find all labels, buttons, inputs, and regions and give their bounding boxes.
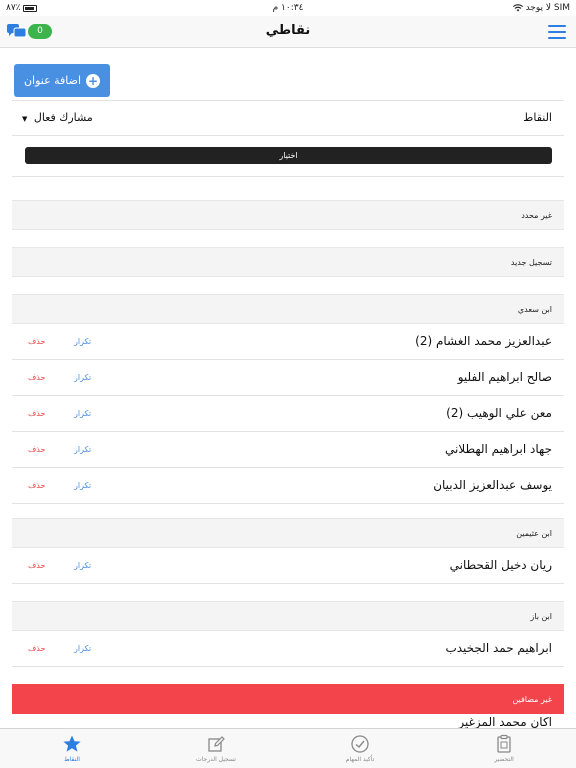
student-name: ريان دخيل القحطاني — [449, 558, 552, 572]
student-name: جهاد ابراهيم الهطلاني — [444, 442, 552, 456]
table-row — [12, 631, 564, 667]
edit-icon — [206, 734, 226, 754]
divider — [12, 176, 564, 177]
delete-link[interactable]: حذف — [28, 481, 46, 490]
repeat-link[interactable]: تكرار — [74, 481, 92, 490]
points-filter-row — [12, 101, 564, 135]
add-title-button[interactable] — [14, 64, 110, 97]
delete-link[interactable]: حذف — [28, 409, 46, 418]
tab-label: تأكيد المهام — [345, 756, 375, 763]
hamburger-line — [548, 31, 566, 33]
student-name: معن علي الوهيب (2) — [446, 406, 552, 420]
carrier-info — [513, 3, 570, 13]
page-title: نقاطي — [265, 23, 311, 38]
repeat-link[interactable]: تكرار — [74, 337, 92, 346]
status-dropdown[interactable] — [22, 111, 93, 124]
tab-record-grades[interactable] — [144, 729, 288, 768]
table-row — [12, 360, 564, 396]
tab-confirm-tasks[interactable] — [288, 729, 432, 768]
menu-button[interactable] — [548, 25, 566, 39]
section-header-not-added: غير مضافين — [12, 684, 564, 714]
checkmark-icon — [350, 734, 370, 754]
status-bar — [0, 0, 576, 16]
divider — [12, 135, 564, 136]
tab-label: النقاط — [64, 756, 80, 763]
wifi-icon — [513, 4, 523, 12]
student-name: ابراهيم حمد الجخيدب — [445, 641, 552, 655]
tab-label: التحضير — [494, 756, 514, 763]
section-header-new-registration: تسجيل جديد — [12, 247, 564, 277]
student-name: يوسف عبدالعزيز الدبيان — [433, 478, 552, 492]
table-row — [12, 396, 564, 432]
tab-bar — [0, 728, 576, 768]
delete-link[interactable]: حذف — [28, 644, 46, 653]
hamburger-line — [548, 37, 566, 39]
table-row — [12, 548, 564, 584]
repeat-link[interactable]: تكرار — [74, 373, 92, 382]
points-label: النقاط — [523, 111, 552, 124]
hamburger-line — [548, 25, 566, 27]
plus-circle-icon: + — [88, 73, 99, 88]
clipboard-icon — [494, 734, 514, 754]
tab-attendance[interactable] — [432, 729, 576, 768]
delete-link[interactable]: حذف — [28, 337, 46, 346]
repeat-link[interactable]: تكرار — [74, 409, 92, 418]
delete-link[interactable]: حذف — [28, 561, 46, 570]
section-header-unassigned: غير محدد — [12, 200, 564, 230]
battery-level: ٨٧٪ — [6, 3, 21, 13]
chat-badge: 0 — [28, 24, 52, 39]
tab-points[interactable] — [0, 729, 144, 768]
table-row — [12, 324, 564, 360]
repeat-link[interactable]: تكرار — [74, 445, 92, 454]
repeat-link[interactable]: تكرار — [74, 561, 92, 570]
delete-link[interactable]: حذف — [28, 373, 46, 382]
delete-link[interactable]: حذف — [28, 445, 46, 454]
student-name: اكان محمد المزغير — [458, 715, 552, 728]
student-name: صالح ابراهيم الفليو — [457, 370, 552, 384]
tab-label: تسجيل الدرجات — [196, 756, 236, 763]
nav-bar — [0, 16, 576, 48]
section-header-ibn-saadi: ابن سعدي — [12, 294, 564, 324]
table-row — [12, 468, 564, 504]
status-time: ١٠:٣٤ م — [272, 3, 304, 13]
add-title-label: اضافة عنوان — [23, 74, 82, 87]
carrier-label: لا يوجد SIM — [525, 3, 570, 13]
table-row — [12, 714, 564, 728]
choose-button[interactable]: اختيار — [25, 147, 552, 164]
table-row — [12, 432, 564, 468]
repeat-link[interactable]: تكرار — [74, 644, 92, 653]
caret-down-icon: ▼ — [22, 115, 28, 123]
status-dropdown-value: مشارك فعال — [33, 111, 93, 124]
section-header-ibn-uthaymeen: ابن عثيمين — [12, 518, 564, 548]
star-icon — [62, 734, 82, 754]
student-name: عبدالعزيز محمد الغشام (2) — [415, 334, 552, 348]
section-header-ibn-baz: ابن باز — [12, 601, 564, 631]
